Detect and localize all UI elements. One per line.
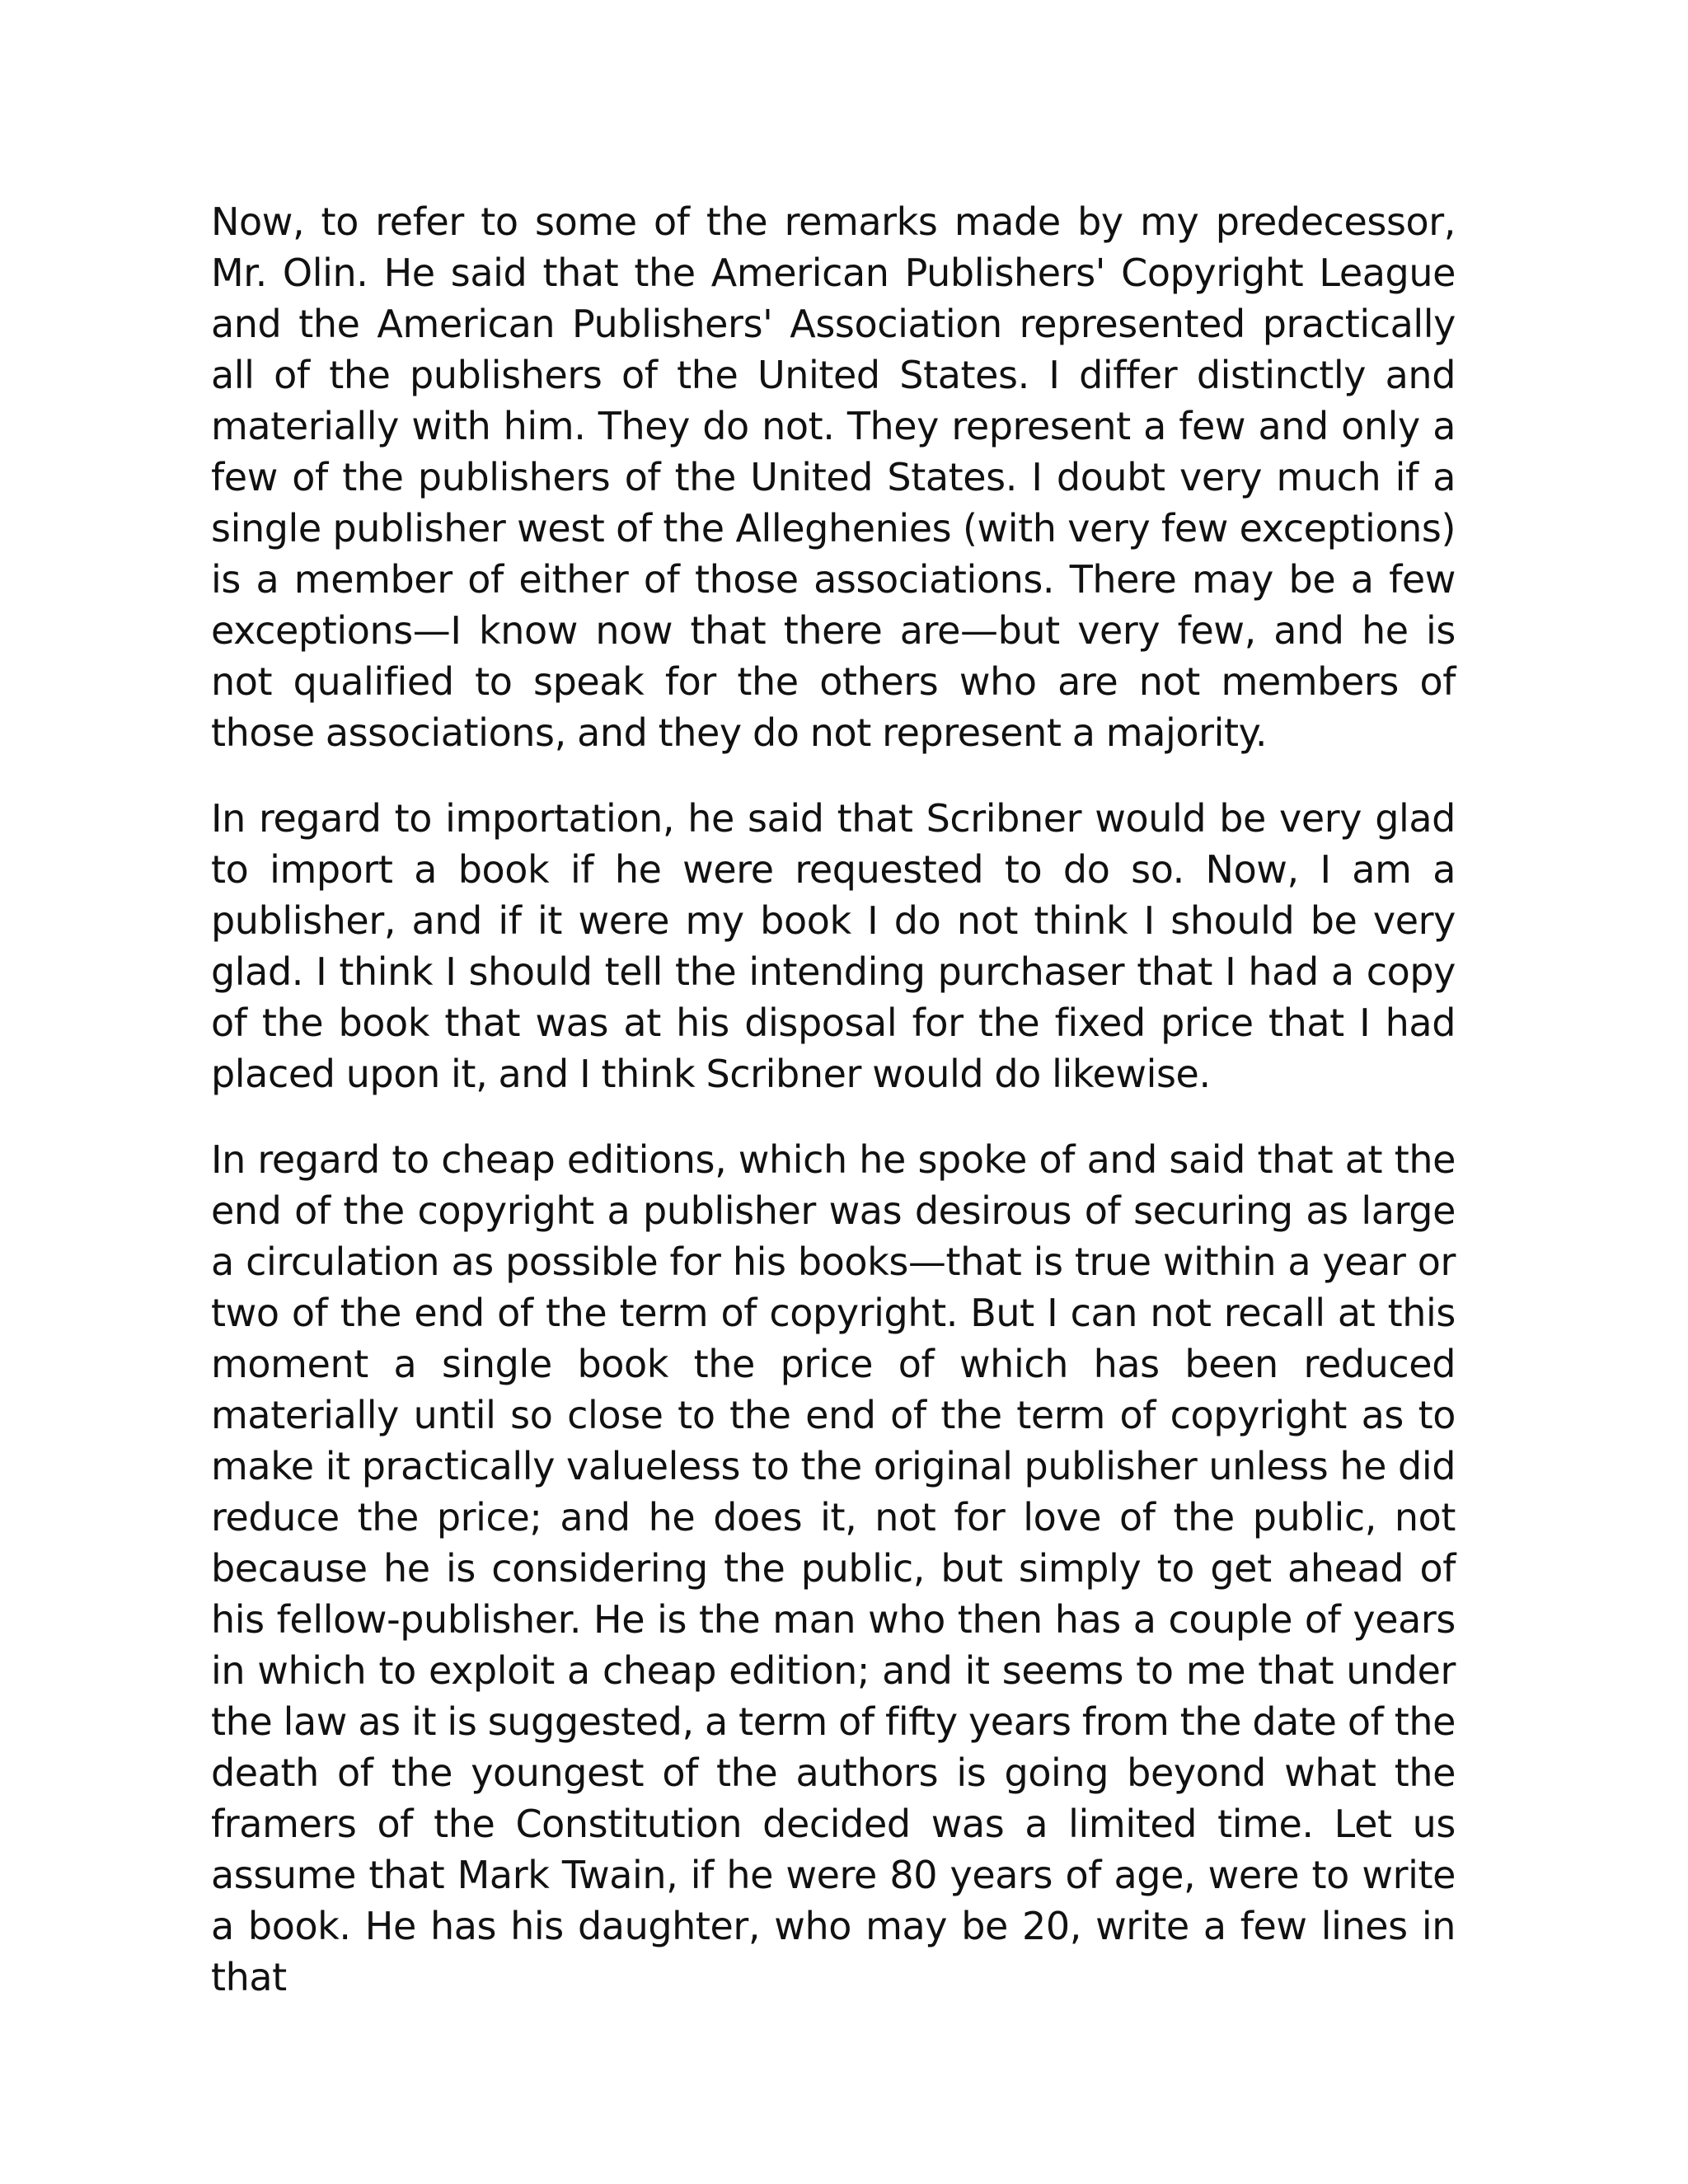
paragraph-2: In regard to importation, he said that Scribner would be very glad to import a book if he were requested to do so. Now, I am a publisher, and if it were my book I do not think I should be very glad. I think I should tell the intending purchaser that I had a copy of the book that was at his disposal for the fixed price that I had placed upon it, and I think Scribner would do likewise. — [211, 796, 1456, 1096]
document-page — [211, 196, 1456, 2037]
paragraph-1: Now, to refer to some of the remarks made by my predecessor, Mr. Olin. He said that the American Publishers' Copyright League and the American Publishers' Association represented practically all of the publishers of the United States. I differ distinctly and materially with him. They do not. They represent a few and only a few of the publishers of the United States. I doubt very much if a single publisher west of the Alleghenies (with very few exceptions) is a member of either of those associations. There may be a few exceptions—I know now that there are—but very few, and he is not qualified to speak for the others who are not members of those associations, and they do not represent a majority. — [211, 199, 1456, 755]
paragraph-3: In regard to cheap editions, which he spoke of and said that at the end of the copyright a publisher was desirous of securing as large a circulation as possible for his books—that is true within a year or two of the end of the term of copyright. But I can not recall at this moment a single book the price of which has been reduced materially until so close to the end of the term of copyright as to make it practically valueless to the original publisher unless he did reduce the price; and he does it, not for love of the public, not because he is considering the public, but simply to get ahead of his fellow-publisher. He is the man who then has a couple of years in which to exploit a cheap edition; and it seems to me that under the law as it is suggested, a term of fifty years from the date of the death of the youngest of the authors is going beyond what the framers of the Constitution decided was a limited time. Let us assume that Mark Twain, if he were 80 years of age, were to write a book. He has his daughter, who may be 20, write a few lines in that — [211, 1137, 1456, 1999]
